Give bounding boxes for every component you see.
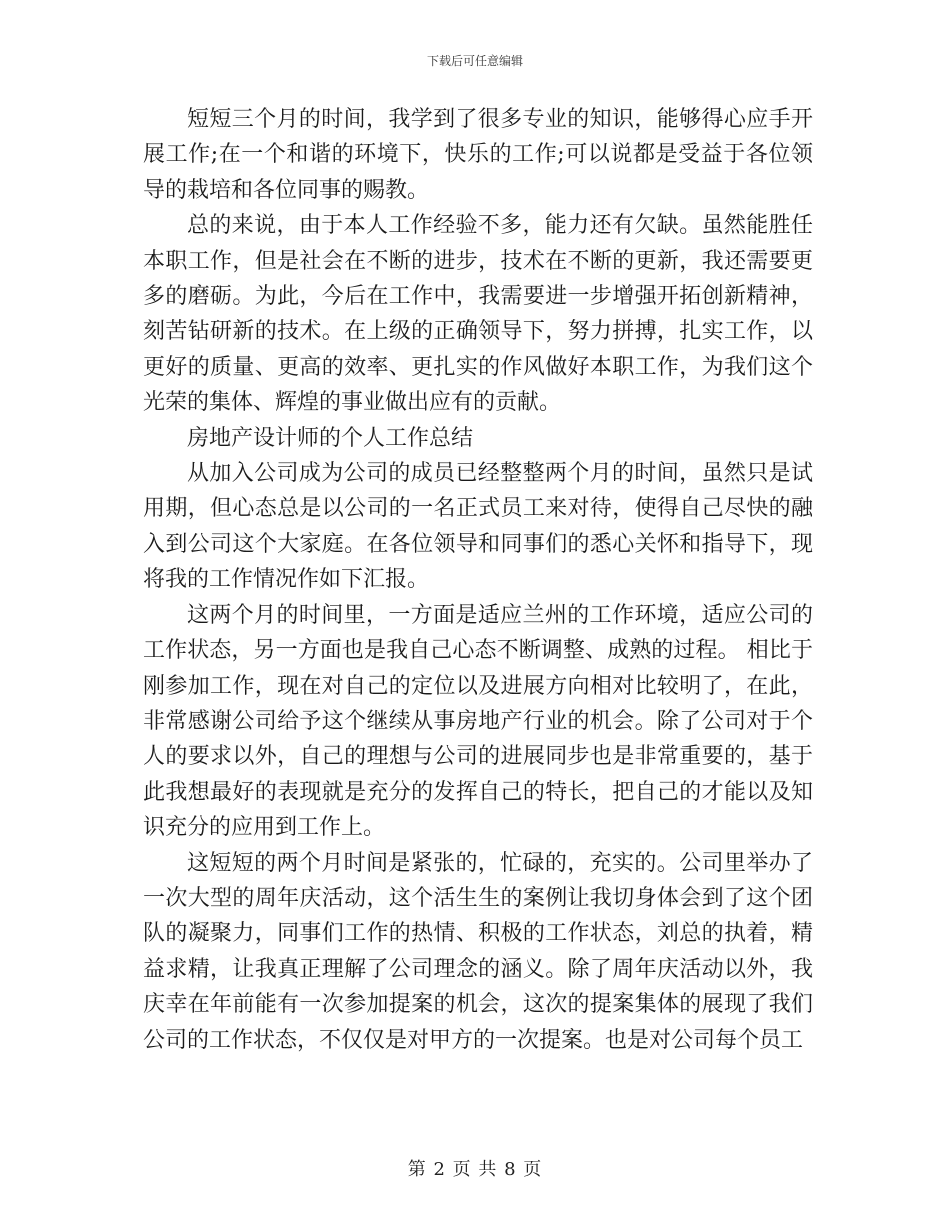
page-header-note: 下载后可任意编辑: [426, 54, 523, 68]
paragraph-4: 这两个月的时间里，一方面是适应兰州的工作环境，适应公司的工作状态，另一方面也是我自己心态不断调整、成熟的过程。 相比于刚参加工作，现在对自己的定位以及进展方向相对比较明了，在此，非常感谢公司给予这个继续从事房地产行业的机会。除了公司对于个人的要求以外，自己的理想与公司的进展同步也是非常重要的，基于此我想最好的表现就是充分的发挥自己的特长，把自己的才能以及知识充分的应用到工作上。: [143, 602, 813, 841]
paragraph-3: 从加入公司成为公司的成员已经整整两个月的时间，虽然只是试用期，但心态总是以公司的一名正式员工来对待，使得自己尽快的融入到公司这个大家庭。在各位领导和同事们的悉心关怀和指导下，现将我的工作情况作如下汇报。: [143, 461, 813, 593]
paragraph-5: 这短短的两个月时间是紧张的，忙碌的，充实的。公司里举办了一次大型的周年庆活动，这个活生生的案例让我切身体会到了这个团队的凝聚力，同事们工作的热情、积极的工作状态，刘总的执着，精益求精，让我真正理解了公司理念的涵义。除了周年庆活动以外，我庆幸在年前能有一次参加提案的机会，这次的提案集体的展现了我们公司的工作状态，不仅仅是对甲方的一次提案。也是对公司每个员工: [143, 850, 813, 1053]
document-body: [143, 102, 813, 1058]
paragraph-1: 短短三个月的时间，我学到了很多专业的知识，能够得心应手开展工作;在一个和谐的环境下，快乐的工作;可以说都是受益于各位领导的栽培和各位同事的赐教。: [143, 107, 813, 203]
paragraph-2: 总的来说，由于本人工作经验不多，能力还有欠缺。虽然能胜任本职工作，但是社会在不断的进步，技术在不断的更新，我还需要更多的磨砺。为此，今后在工作中，我需要进一步增强开拓创新精神，刻苦钻研新的技术。在上级的正确领导下，努力拼搏，扎实工作，以更好的质量、更高的效率、更扎实的作风做好本职工作，为我们这个光荣的集体、辉煌的事业做出应有的贡献。: [143, 213, 813, 416]
page-number-footer: 第 2 页 共 8 页: [407, 1159, 543, 1180]
section-heading: 房地产设计师的个人工作总结: [187, 425, 474, 451]
